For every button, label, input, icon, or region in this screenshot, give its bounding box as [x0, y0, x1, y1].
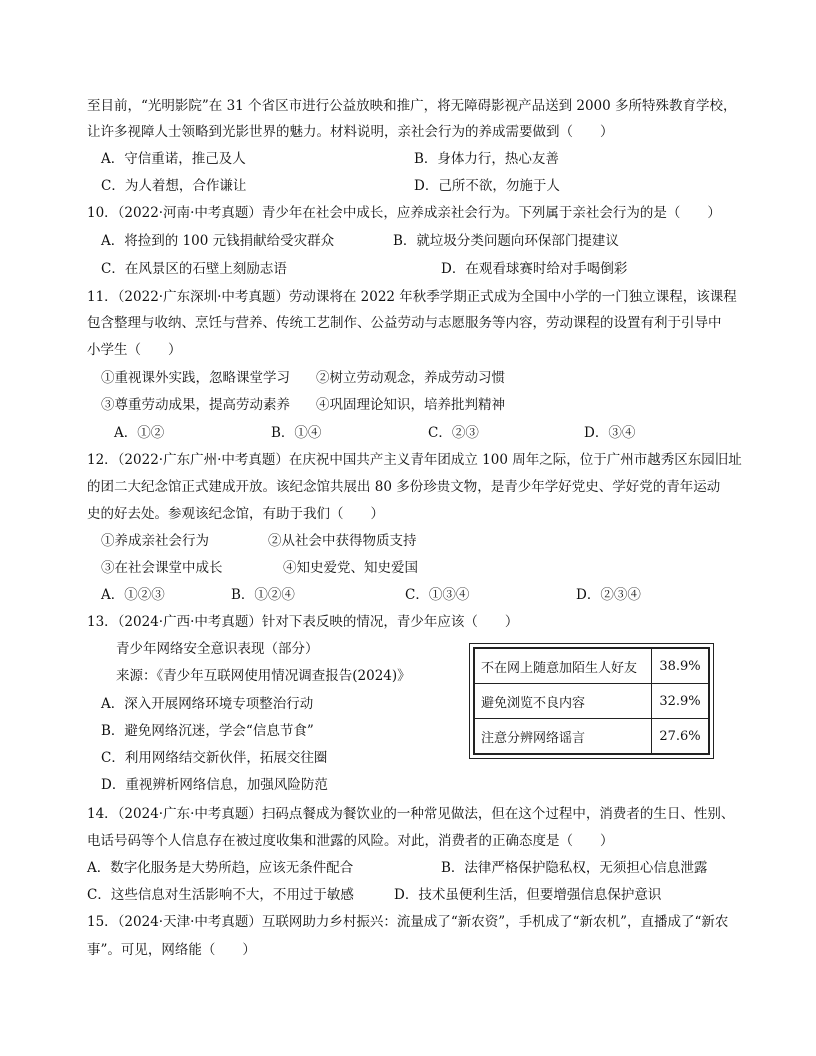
q14-option-a[interactable]: A．数字化服务是大势所趋，应该无条件配合	[87, 860, 354, 876]
q9-option-b[interactable]: B．身体力行，热心友善	[414, 151, 559, 167]
q11-line-1: 11．（2022·广东深圳·中考真题）劳动课将在 2022 年秋季学期正式成为全国中小学的一门独立课程，该课程	[87, 289, 737, 305]
table-cell-percent: 27.6%	[652, 719, 709, 754]
q13-option-a[interactable]: A．深入开展网络环境专项整治行动	[101, 696, 314, 712]
q11-option-d[interactable]: D．③④	[584, 425, 636, 441]
q12-option-a[interactable]: A．①②③	[101, 587, 165, 603]
q11-item-1: ①重视课外实践，忽略课堂学习	[101, 370, 290, 386]
q15-line-2: 事”。可见，网络能（ ）	[87, 942, 256, 958]
table-cell-percent: 38.9%	[652, 649, 709, 684]
table-cell-label: 不在网上随意加陌生人好友	[475, 649, 652, 684]
q10-option-d[interactable]: D．在观看球赛时给对手喝倒彩	[441, 261, 628, 277]
q11-item-2: ②树立劳动观念，养成劳动习惯	[316, 370, 505, 386]
q9-option-c[interactable]: C．为人着想，合作谦让	[101, 178, 247, 194]
q13-table-title: 青少年网络安全意识表现（部分）	[116, 641, 319, 657]
q13-table-source: 来源：《青少年互联网使用情况调查报告(2024)》	[116, 668, 411, 684]
table-row	[475, 719, 709, 754]
q12-option-d[interactable]: D．②③④	[576, 587, 641, 603]
q12-option-c[interactable]: C．①③④	[405, 587, 470, 603]
q9-line-1: 至目前，“光明影院”在 31 个省区市进行公益放映和推广，将无障碍影视产品送到 2000 多所特殊教育学校，	[87, 98, 737, 114]
q11-option-a[interactable]: A．①②	[114, 425, 165, 441]
table-row	[475, 684, 709, 719]
q11-option-c[interactable]: C．②③	[428, 425, 479, 441]
q12-item-3: ③在社会课堂中成长	[101, 560, 223, 576]
q12-item-1: ①养成亲社会行为	[101, 533, 209, 549]
q10-option-a[interactable]: A．将捡到的 100 元钱捐献给受灾群众	[101, 233, 335, 249]
q10-option-c[interactable]: C．在风景区的石壁上刻励志语	[101, 261, 287, 277]
q11-line-2: 包含整理与收纳、烹饪与营养、传统工艺制作、公益劳动与志愿服务等内容，劳动课程的设置有利于引导中	[87, 315, 722, 331]
q12-item-4: ④知史爱党、知史爱国	[283, 560, 418, 576]
q11-option-b[interactable]: B．①④	[271, 425, 322, 441]
q12-line-2: 的团二大纪念馆正式建成开放。该纪念馆共展出 80 多份珍贵文物，是青少年学好党史、学好党的青年运动	[87, 479, 721, 495]
q12-line-3: 史的好去处。参观该纪念馆，有助于我们（ ）	[87, 506, 384, 522]
q14-line-1: 14．（2024·广东·中考真题）扫码点餐成为餐饮业的一种常见做法，但在这个过程中，消费者的生日、性别、	[87, 806, 735, 822]
q14-line-2: 电话号码等个人信息存在被过度收集和泄露的风险。对此，消费者的正确态度是（ ）	[87, 833, 614, 849]
table-cell-label: 避免浏览不良内容	[475, 684, 652, 719]
q12-item-2: ②从社会中获得物质支持	[268, 533, 417, 549]
q11-item-3: ③尊重劳动成果，提高劳动素养	[101, 397, 290, 413]
q9-option-d[interactable]: D．己所不欲，勿施于人	[414, 178, 560, 194]
q10-option-b[interactable]: B．就垃圾分类问题向环保部门提建议	[393, 233, 619, 249]
q10-stem: 10．（2022·河南·中考真题）青少年在社会中成长，应养成亲社会行为。下列属于亲社会行为的是（ ）	[87, 205, 721, 221]
q15-line-1: 15．（2024·天津·中考真题）互联网助力乡村振兴：流量成了“新农资”，手机成了“新农机”，直播成了“新农	[87, 914, 729, 930]
q14-option-c[interactable]: C．这些信息对生活影响不大，不用过于敏感	[87, 887, 354, 903]
q11-item-4: ④巩固理论知识，培养批判精神	[316, 397, 505, 413]
q14-option-d[interactable]: D．技术虽便利生活，但要增强信息保护意识	[394, 887, 662, 903]
q13-stem: 13．（2024·广西·中考真题）针对下表反映的情况，青少年应该（ ）	[87, 614, 519, 630]
table-cell-percent: 32.9%	[652, 684, 709, 719]
table-row	[475, 649, 709, 684]
q12-line-1: 12．（2022·广东广州·中考真题）在庆祝中国共产主义青年团成立 100 周年之际，位于广州市越秀区东园旧址	[87, 452, 742, 468]
q13-option-b[interactable]: B．避免网络沉迷，学会“信息节食”	[101, 723, 314, 739]
q14-option-b[interactable]: B．法律严格保护隐私权，无须担心信息泄露	[441, 860, 708, 876]
q12-option-b[interactable]: B．①②④	[231, 587, 295, 603]
q9-option-a[interactable]: A．守信重诺，推己及人	[101, 151, 246, 167]
survey-table	[469, 643, 714, 759]
q13-option-c[interactable]: C．利用网络结交新伙伴，拓展交往圈	[101, 750, 328, 766]
q9-line-2: 让许多视障人士领略到光影世界的魅力。材料说明，亲社会行为的养成需要做到（ ）	[87, 124, 614, 140]
q13-option-d[interactable]: D．重视辨析网络信息，加强风险防范	[101, 777, 328, 793]
table-cell-label: 注意分辨网络谣言	[475, 719, 652, 754]
q11-line-3: 小学生（ ）	[87, 342, 182, 358]
